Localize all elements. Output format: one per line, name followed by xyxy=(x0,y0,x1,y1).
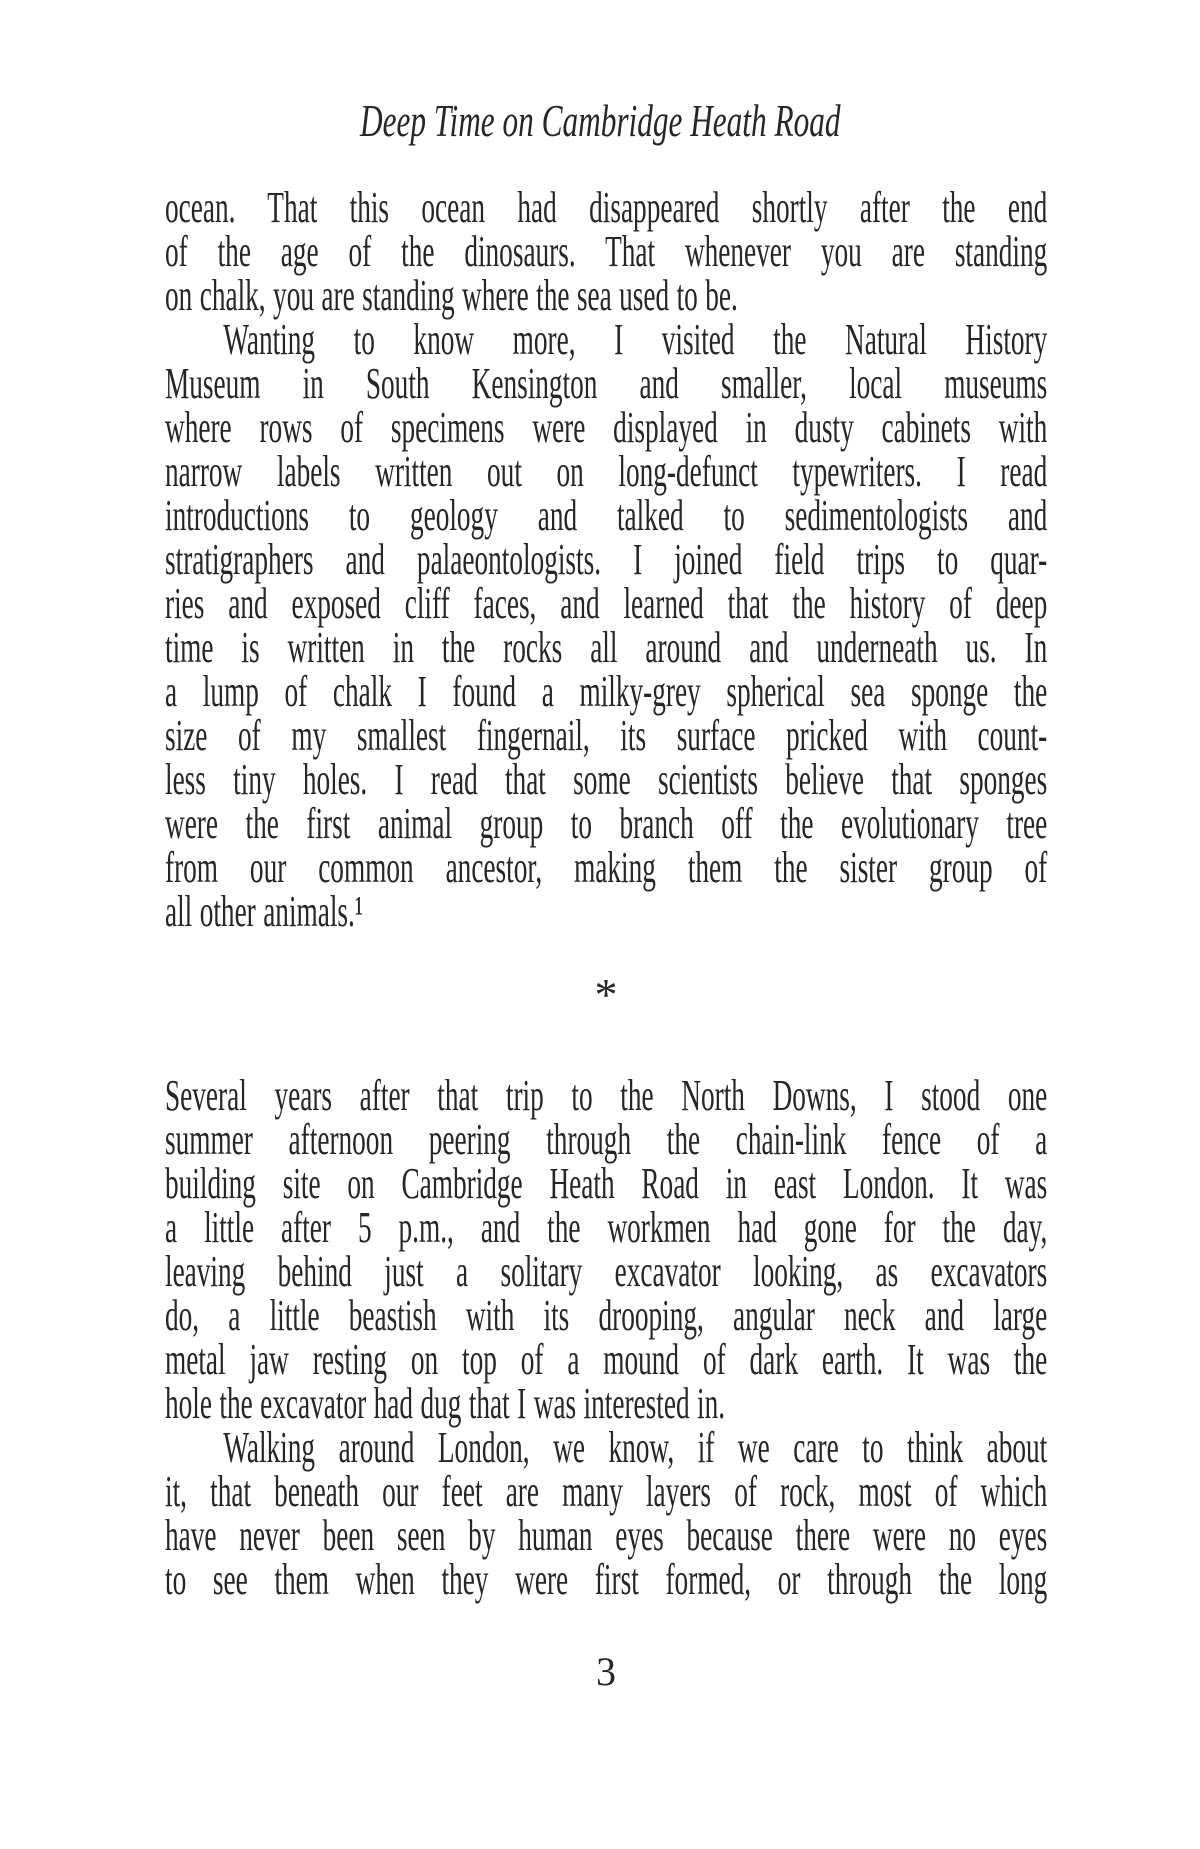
body-line: metal jaw resting on top of a mound of dark earth. It was the xyxy=(165,1335,1048,1384)
body-line: where rows of specimens were displayed in dusty cabinets with xyxy=(165,403,1048,452)
body-text-block-lower xyxy=(165,1071,1048,1604)
body-line: Several years after that trip to the North Downs, I stood one xyxy=(165,1071,1048,1120)
body-line: building site on Cambridge Heath Road in east London. It was xyxy=(165,1159,1048,1208)
body-line: on chalk, you are standing where the sea used to be. xyxy=(165,271,738,320)
section-break-mark: * xyxy=(594,969,618,1020)
body-line: from our common ancestor, making them the sister group of xyxy=(165,843,1048,892)
body-paragraph xyxy=(165,315,1048,936)
body-line: all other animals.¹ xyxy=(165,887,364,936)
body-line: a lump of chalk I found a milky-grey spherical sea sponge the xyxy=(165,667,1048,716)
body-line: ocean. That this ocean had disappeared shortly after the end xyxy=(165,183,1048,232)
body-line: to see them when they were first formed, or through the long xyxy=(165,1555,1048,1604)
body-line: size of my smallest fingernail, its surface pricked with count- xyxy=(165,711,1048,760)
body-paragraph xyxy=(165,183,1048,320)
body-line: of the age of the dinosaurs. That whenever you are standing xyxy=(165,227,1048,276)
body-text-block-upper xyxy=(165,183,1048,936)
body-line: hole the excavator had dug that I was interested in. xyxy=(165,1379,726,1428)
body-line: were the first animal group to branch off the evolutionary tree xyxy=(165,799,1048,848)
body-line: introductions to geology and talked to sedimentologists and xyxy=(165,491,1048,540)
running-head-text: Deep Time on Cambridge Heath Road xyxy=(359,95,841,146)
body-line: it, that beneath our feet are many layers of rock, most of which xyxy=(165,1467,1048,1516)
body-paragraph xyxy=(165,1071,1048,1428)
body-line: time is written in the rocks all around and underneath us. In xyxy=(165,623,1048,672)
body-line: a little after 5 p.m., and the workmen had gone for the day, xyxy=(165,1203,1048,1252)
body-paragraph xyxy=(165,1423,1048,1604)
body-line: leaving behind just a solitary excavator looking, as excavators xyxy=(165,1247,1048,1296)
body-line: Walking around London, we know, if we care to think about xyxy=(223,1423,1048,1472)
body-line: Museum in South Kensington and smaller, local museums xyxy=(165,359,1048,408)
body-line: ries and exposed cliff faces, and learned that the history of deep xyxy=(165,579,1048,628)
body-line: Wanting to know more, I visited the Natural History xyxy=(223,315,1048,364)
body-line: stratigraphers and palaeontologists. I joined field trips to quar- xyxy=(165,535,1048,584)
page-number: 3 xyxy=(596,1649,616,1694)
body-line: summer afternoon peering through the chain-link fence of a xyxy=(165,1115,1048,1164)
body-line: do, a little beastish with its drooping, angular neck and large xyxy=(165,1291,1048,1340)
running-head xyxy=(0,95,1200,146)
body-line: have never been seen by human eyes because there were no eyes xyxy=(165,1511,1048,1560)
body-line: narrow labels written out on long-defunct typewriters. I read xyxy=(165,447,1048,496)
body-line: less tiny holes. I read that some scientists believe that sponges xyxy=(165,755,1048,804)
